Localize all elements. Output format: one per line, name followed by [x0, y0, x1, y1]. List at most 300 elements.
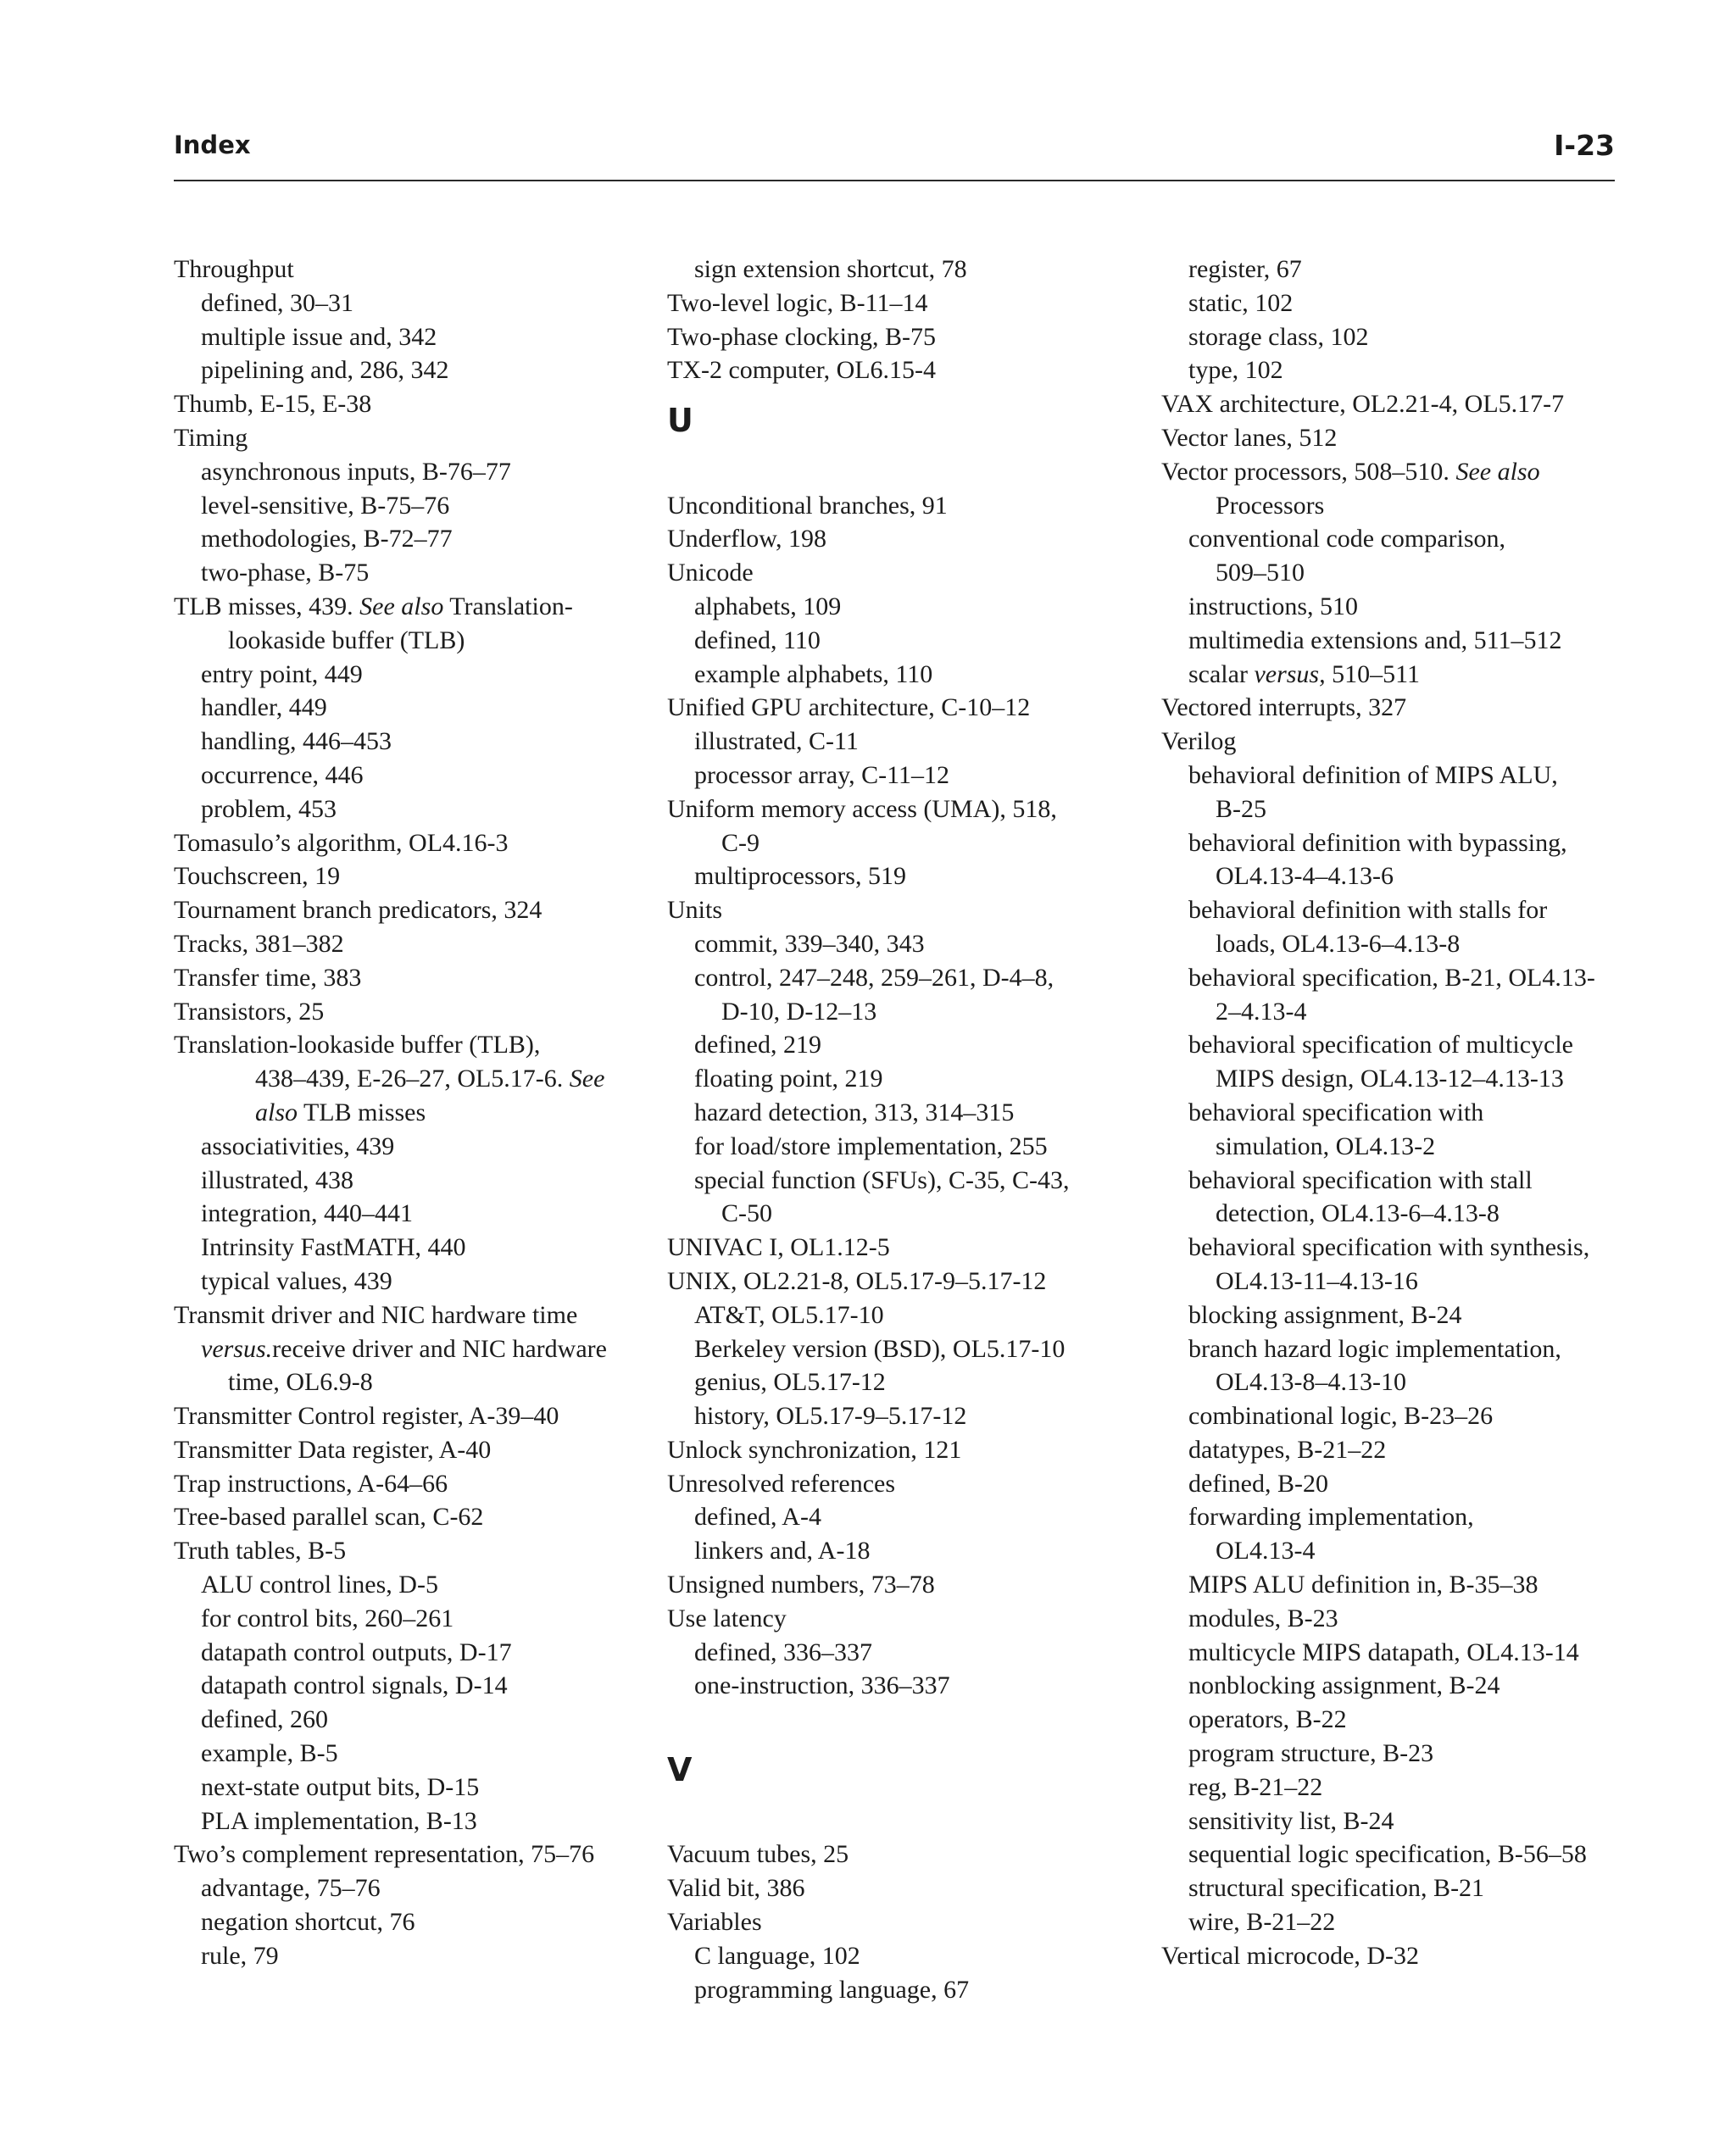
entry-text: UNIVAC I, OL1.12-5: [667, 1233, 890, 1262]
entry-text: illustrated, C-11: [694, 727, 859, 756]
entry-text: Tracks, 381–382: [174, 929, 344, 958]
entry-text: Trap instructions, A-64–66: [174, 1469, 448, 1498]
index-subentry: [1161, 1568, 1636, 1602]
entry-text: simulation, OL4.13-2: [1216, 1132, 1436, 1160]
section-letter: U: [667, 402, 693, 440]
entry-italic-text: See also: [1455, 457, 1540, 486]
header-title: Index: [174, 131, 251, 159]
entry-text: behavioral definition with bypassing,: [1188, 828, 1567, 857]
entry-text: entry point, 449: [201, 659, 363, 688]
entry-text: level-sensitive, B-75–76: [201, 491, 450, 520]
index-subentry: [1161, 1636, 1636, 1670]
index-subentry: [174, 1602, 648, 1636]
index-entry: [667, 1602, 1142, 1636]
index-subentry: [667, 1636, 1142, 1670]
entry-text: C language, 102: [694, 1941, 860, 1970]
entry-text: Transmitter Control register, A-39–40: [174, 1402, 559, 1431]
index-subentry: [1161, 792, 1636, 826]
entry-text: combinational logic, B-23–26: [1188, 1402, 1494, 1431]
index-entry: [1161, 387, 1636, 421]
entry-text: genius, OL5.17-12: [694, 1368, 886, 1397]
index-subentry: [174, 286, 648, 320]
index-subentry: [1161, 1365, 1636, 1399]
index-subentry: [1161, 253, 1636, 286]
index-subentry: [667, 1164, 1142, 1198]
entry-text: negation shortcut, 76: [201, 1908, 415, 1937]
entry-text: Valid bit, 386: [667, 1874, 805, 1903]
entry-text: Verilog: [1161, 727, 1237, 756]
index-subentry: [174, 455, 648, 489]
entry-text: advantage, 75–76: [201, 1874, 381, 1903]
index-entry: [667, 1467, 1142, 1501]
entry-text: Underflow, 198: [667, 525, 827, 553]
index-subentry: [174, 353, 648, 387]
entry-text: Unlock synchronization, 121: [667, 1435, 962, 1464]
entry-text: hazard detection, 313, 314–315: [694, 1098, 1015, 1126]
entry-text: PLA implementation, B-13: [201, 1806, 477, 1835]
entry-text: MIPS ALU definition in, B-35–38: [1188, 1571, 1538, 1599]
index-entry: [174, 1299, 648, 1332]
index-subentry: [174, 320, 648, 354]
entry-text: nonblocking assignment, B-24: [1188, 1671, 1500, 1700]
index-entry: [174, 1028, 648, 1062]
index-subentry: [174, 1365, 648, 1399]
index-entry: [667, 286, 1142, 320]
index-entry: [667, 1568, 1142, 1602]
entry-text: behavioral specification with synthesis,: [1188, 1233, 1590, 1262]
entry-text: D-10, D-12–13: [721, 997, 877, 1026]
index-entry: [174, 1467, 648, 1501]
index-subentry: [1161, 759, 1636, 792]
index-entry: [667, 792, 1142, 826]
index-subentry: [1161, 1197, 1636, 1231]
index-entry: [667, 353, 1142, 387]
index-subentry: [1161, 927, 1636, 961]
entry-text: structural specification, B-21: [1188, 1874, 1485, 1903]
entry-text: 509–510: [1216, 559, 1305, 587]
entry-text: AT&T, OL5.17-10: [694, 1300, 884, 1329]
entry-text: next-state output bits, D-15: [201, 1772, 480, 1801]
entry-text-continued: 510–511: [1332, 659, 1420, 688]
index-subentry: [174, 1636, 648, 1670]
index-subentry: [667, 624, 1142, 658]
index-subentry: [1161, 1332, 1636, 1366]
entry-text: TX-2 computer, OL6.15-4: [667, 356, 937, 385]
entry-text: two-phase, B-75: [201, 559, 370, 587]
index-subentry: [1161, 961, 1636, 995]
index-subentry: [667, 1299, 1142, 1332]
entry-text: behavioral specification with: [1188, 1098, 1484, 1126]
index-subentry: [1161, 624, 1636, 658]
index-entry: [1161, 725, 1636, 759]
index-subentry: [667, 725, 1142, 759]
index-subentry: [174, 1096, 648, 1130]
entry-text: Transistors, 25: [174, 997, 325, 1026]
entry-text: type, 102: [1188, 356, 1283, 385]
entry-text: modules, B-23: [1188, 1604, 1338, 1632]
index-subentry: [1161, 1838, 1636, 1871]
entry-text: MIPS design, OL4.13-12–4.13-13: [1216, 1065, 1564, 1093]
index-subentry: [1161, 1669, 1636, 1703]
entry-text-continued: receive driver and NIC hardware: [272, 1334, 607, 1363]
entry-text: asynchronous inputs, B-76–77: [201, 457, 511, 486]
entry-text: detection, OL4.13-6–4.13-8: [1216, 1199, 1500, 1228]
entry-text: Unconditional branches, 91: [667, 491, 948, 520]
index-subentry: [174, 1771, 648, 1805]
index-subentry: [174, 1568, 648, 1602]
entry-italic-text: versus.: [201, 1334, 273, 1363]
index-subentry: [1161, 556, 1636, 590]
index-subentry: [667, 927, 1142, 961]
entry-text: B-25: [1216, 794, 1266, 823]
index-entry: [174, 927, 648, 961]
entry-text: operators, B-22: [1188, 1705, 1347, 1734]
index-subentry: [1161, 286, 1636, 320]
entry-text: Translation-lookaside buffer (TLB),: [174, 1031, 541, 1059]
index-entry: [667, 893, 1142, 927]
entry-text: example, B-5: [201, 1739, 338, 1768]
index-subentry: [1161, 995, 1636, 1029]
entry-text: for load/store implementation, 255: [694, 1132, 1048, 1160]
index-subentry: [667, 1973, 1142, 2007]
index-subentry: [174, 1332, 648, 1366]
entry-text: branch hazard logic implementation,: [1188, 1334, 1561, 1363]
index-subentry: [1161, 1130, 1636, 1164]
entry-text: Truth tables, B-5: [174, 1537, 347, 1565]
index-subentry: [174, 1265, 648, 1299]
index-entry: [667, 1231, 1142, 1265]
index-entry: [174, 1399, 648, 1433]
index-subentry: [174, 1231, 648, 1265]
entry-text: Transmit driver and NIC hardware time: [174, 1300, 578, 1329]
entry-text: problem, 453: [201, 794, 337, 823]
index-subentry: [1161, 658, 1636, 692]
entry-text: defined, 336–337: [694, 1638, 872, 1666]
entry-text: datatypes, B-21–22: [1188, 1435, 1387, 1464]
entry-text: control, 247–248, 259–261, D-4–8,: [694, 963, 1054, 992]
entry-text: Transmitter Data register, A-40: [174, 1435, 492, 1464]
entry-text: instructions, 510: [1188, 592, 1358, 620]
entry-text: Intrinsity FastMATH, 440: [201, 1233, 466, 1262]
index-subentry: [1161, 1602, 1636, 1636]
entry-text: 2–4.13-4: [1216, 997, 1307, 1026]
entry-text: multiple issue and, 342: [201, 322, 437, 351]
running-header: [174, 129, 1615, 181]
index-subentry: [667, 859, 1142, 893]
entry-text: time, OL6.9-8: [228, 1368, 373, 1397]
index-entry: [174, 893, 648, 927]
entry-text-continued: TLB misses: [303, 1098, 426, 1126]
entry-text: alphabets, 109: [694, 592, 842, 620]
index-subentry: [1161, 1467, 1636, 1501]
entry-text: Units: [667, 896, 723, 925]
index-subentry: [174, 725, 648, 759]
index-subentry: [1161, 522, 1636, 556]
entry-text: Berkeley version (BSD), OL5.17-10: [694, 1334, 1066, 1363]
entry-text: Vertical microcode, D-32: [1161, 1941, 1420, 1970]
section-spacer: [667, 1703, 1142, 1737]
index-subentry: [174, 522, 648, 556]
entry-text: example alphabets, 110: [694, 659, 933, 688]
index-subentry: [174, 1164, 648, 1198]
entry-text: history, OL5.17-9–5.17-12: [694, 1402, 967, 1431]
entry-text: rule, 79: [201, 1941, 279, 1970]
index-subentry: [1161, 1871, 1636, 1905]
entry-text: Uniform memory access (UMA), 518,: [667, 794, 1057, 823]
index-subentry: [1161, 859, 1636, 893]
entry-text: Vectored interrupts, 327: [1161, 693, 1407, 722]
index-subentry: [667, 1399, 1142, 1433]
entry-text: associativities, 439: [201, 1132, 395, 1160]
index-entry: [1161, 691, 1636, 725]
entry-text: sensitivity list, B-24: [1188, 1806, 1394, 1835]
index-subentry: [667, 961, 1142, 995]
section-spacer: [667, 1805, 1142, 1838]
entry-text: C-50: [721, 1199, 772, 1228]
entry-text: behavioral definition with stalls for: [1188, 896, 1548, 925]
entry-italic-text: See also: [359, 592, 444, 620]
index-entry: [667, 522, 1142, 556]
index-subentry: [667, 1332, 1142, 1366]
index-subentry: [174, 624, 648, 658]
entry-text: OL4.13-11–4.13-16: [1216, 1266, 1418, 1295]
entry-text: typical values, 439: [201, 1266, 392, 1295]
entry-text: reg, B-21–22: [1188, 1772, 1323, 1801]
index-subentry: [1161, 1805, 1636, 1838]
index-entry: [174, 1534, 648, 1568]
entry-text: Thumb, E-15, E-38: [174, 390, 372, 419]
entry-text: defined, A-4: [694, 1503, 821, 1532]
index-entry: [174, 1838, 648, 1871]
index-entry: [667, 691, 1142, 725]
entry-text: behavioral specification of multicycle: [1188, 1031, 1573, 1059]
index-entry: [667, 1871, 1142, 1905]
entry-text: Tree-based parallel scan, C-62: [174, 1503, 484, 1532]
index-subentry: [1161, 1062, 1636, 1096]
entry-text: programming language, 67: [694, 1975, 970, 2004]
index-entry: [174, 1433, 648, 1467]
entry-text: methodologies, B-72–77: [201, 525, 453, 553]
index-subentry: [667, 1939, 1142, 1973]
entry-text: static, 102: [1188, 288, 1294, 317]
section-letter-heading: [667, 1737, 1142, 1805]
entry-text: Tomasulo’s algorithm, OL4.16-3: [174, 828, 509, 857]
index-subentry: [667, 1062, 1142, 1096]
index-entry: [174, 421, 648, 455]
index-entry: [667, 489, 1142, 523]
entry-text: blocking assignment, B-24: [1188, 1300, 1462, 1329]
entry-text: multiprocessors, 519: [694, 862, 906, 891]
index-subentry: [1161, 893, 1636, 927]
entry-text: register, 67: [1188, 255, 1302, 283]
index-subentry: [174, 1197, 648, 1231]
index-subentry: [667, 658, 1142, 692]
entry-text: multimedia extensions and, 511–512: [1188, 626, 1562, 654]
index-subentry: [1161, 826, 1636, 860]
page-number: I-23: [1554, 129, 1615, 162]
entry-text: TLB misses, 439.: [174, 592, 353, 620]
index-subentry: [1161, 320, 1636, 354]
entry-text: one-instruction, 336–337: [694, 1671, 950, 1700]
entry-text: behavioral specification with stall: [1188, 1165, 1533, 1194]
index-subentry: [1161, 1771, 1636, 1805]
index-subentry: [174, 1737, 648, 1771]
entry-text: forwarding implementation,: [1188, 1503, 1474, 1532]
index-subentry: [174, 1130, 648, 1164]
entry-italic-text: See: [569, 1065, 605, 1093]
entry-text: lookaside buffer (TLB): [228, 626, 465, 654]
index-subentry: [667, 1365, 1142, 1399]
index-subentry: [667, 1534, 1142, 1568]
index-subentry: [667, 1500, 1142, 1534]
entry-text: for control bits, 260–261: [201, 1604, 454, 1632]
entry-text: OL4.13-4: [1216, 1537, 1316, 1565]
entry-text: Variables: [667, 1908, 762, 1937]
entry-text: Unicode: [667, 559, 754, 587]
index-subentry: [667, 1130, 1142, 1164]
entry-text: OL4.13-4–4.13-6: [1216, 862, 1394, 891]
entry-text: defined, 260: [201, 1705, 328, 1734]
entry-text: sequential logic specification, B-56–58: [1188, 1840, 1587, 1869]
entry-text: Vacuum tubes, 25: [667, 1840, 849, 1869]
index-subentry: [174, 658, 648, 692]
entry-text: Unified GPU architecture, C-10–12: [667, 693, 1031, 722]
entry-text: handler, 449: [201, 693, 327, 722]
entry-text: datapath control signals, D-14: [201, 1671, 508, 1700]
entry-text: Processors: [1216, 491, 1325, 520]
entry-text: Unsigned numbers, 73–78: [667, 1571, 935, 1599]
index-subentry: [174, 1062, 648, 1096]
index-subentry: [667, 590, 1142, 624]
index-entry: [667, 1905, 1142, 1939]
index-subentry: [1161, 1265, 1636, 1299]
index-subentry: [1161, 1399, 1636, 1433]
entry-text: occurrence, 446: [201, 760, 364, 789]
index-subentry: [174, 759, 648, 792]
entry-text: loads, OL4.13-6–4.13-8: [1216, 929, 1461, 958]
index-subentry: [1161, 1737, 1636, 1771]
index-entry: [667, 556, 1142, 590]
entry-text: commit, 339–340, 343: [694, 929, 925, 958]
entry-text: scalar: [1188, 659, 1248, 688]
index-subentry: [174, 792, 648, 826]
entry-italic-text: also: [255, 1098, 298, 1126]
index-entry: [174, 859, 648, 893]
index-entry: [174, 590, 648, 624]
index-subentry: [174, 489, 648, 523]
index-subentry: [667, 1669, 1142, 1703]
entry-text: handling, 446–453: [201, 727, 392, 756]
entry-text: storage class, 102: [1188, 322, 1369, 351]
entry-text: OL4.13-8–4.13-10: [1216, 1368, 1406, 1397]
index-subentry: [1161, 1703, 1636, 1737]
entry-text: C-9: [721, 828, 760, 857]
entry-text: Use latency: [667, 1604, 787, 1632]
index-entry: [174, 387, 648, 421]
entry-text: multicycle MIPS datapath, OL4.13-14: [1188, 1638, 1579, 1666]
entry-text: floating point, 219: [694, 1065, 883, 1093]
index-entry: [174, 961, 648, 995]
entry-text: UNIX, OL2.21-8, OL5.17-9–5.17-12: [667, 1266, 1047, 1295]
entry-text: processor array, C-11–12: [694, 760, 950, 789]
entry-text: wire, B-21–22: [1188, 1908, 1336, 1937]
entry-text: Vector lanes, 512: [1161, 423, 1338, 452]
index-entry: [667, 1838, 1142, 1871]
section-spacer: [667, 455, 1142, 489]
index-subentry: [667, 995, 1142, 1029]
index-entry: [174, 253, 648, 286]
index-subentry: [667, 1096, 1142, 1130]
index-subentry: [667, 1028, 1142, 1062]
index-entry: [174, 995, 648, 1029]
entry-text: conventional code comparison,: [1188, 525, 1506, 553]
entry-text: Two’s complement representation, 75–76: [174, 1840, 595, 1869]
index-entry: [667, 1433, 1142, 1467]
index-subentry: [667, 1197, 1142, 1231]
index-column-2: [667, 253, 1142, 2006]
entry-text: Two-level logic, B-11–14: [667, 288, 928, 317]
entry-text: integration, 440–441: [201, 1199, 413, 1228]
index-subentry: [667, 826, 1142, 860]
entry-text: Transfer time, 383: [174, 963, 362, 992]
index-subentry: [1161, 1096, 1636, 1130]
entry-text-continued: Translation-: [449, 592, 573, 620]
index-subentry: [1161, 489, 1636, 523]
entry-text: behavioral specification, B-21, OL4.13-: [1188, 963, 1595, 992]
index-subentry: [1161, 1299, 1636, 1332]
section-letter: V: [667, 1751, 693, 1789]
entry-text: Throughput: [174, 255, 294, 283]
index-subentry: [1161, 1433, 1636, 1467]
entry-text: defined, 219: [694, 1031, 821, 1059]
index-subentry: [1161, 353, 1636, 387]
entry-text: linkers and, A-18: [694, 1537, 871, 1565]
entry-text: behavioral definition of MIPS ALU,: [1188, 760, 1558, 789]
index-entry: [174, 1500, 648, 1534]
index-subentry: [667, 759, 1142, 792]
index-subentry: [174, 556, 648, 590]
entry-text: special function (SFUs), C-35, C-43,: [694, 1165, 1070, 1194]
entry-text: ALU control lines, D-5: [201, 1571, 438, 1599]
index-subentry: [1161, 1028, 1636, 1062]
index-subentry: [174, 1871, 648, 1905]
index-column-1: [174, 253, 648, 1973]
entry-text: datapath control outputs, D-17: [201, 1638, 512, 1666]
index-subentry: [174, 1669, 648, 1703]
entry-text: defined, B-20: [1188, 1469, 1328, 1498]
entry-text: Two-phase clocking, B-75: [667, 322, 936, 351]
index-subentry: [174, 1939, 648, 1973]
entry-text: Timing: [174, 423, 248, 452]
entry-text: illustrated, 438: [201, 1165, 353, 1194]
section-letter-heading: [667, 387, 1142, 455]
index-entry: [667, 1265, 1142, 1299]
index-entry: [1161, 421, 1636, 455]
index-entry: [667, 320, 1142, 354]
entry-text: Tournament branch predicators, 324: [174, 896, 542, 925]
entry-text: VAX architecture, OL2.21-4, OL5.17-7: [1161, 390, 1565, 419]
entry-text: defined, 110: [694, 626, 821, 654]
index-subentry: [1161, 1500, 1636, 1534]
entry-text: sign extension shortcut, 78: [694, 255, 967, 283]
index-subentry: [1161, 590, 1636, 624]
index-subentry: [667, 253, 1142, 286]
index-subentry: [1161, 1534, 1636, 1568]
index-subentry: [1161, 1231, 1636, 1265]
index-entry: [1161, 455, 1636, 489]
entry-text: Touchscreen, 19: [174, 862, 341, 891]
index-column-3: [1161, 253, 1636, 1973]
